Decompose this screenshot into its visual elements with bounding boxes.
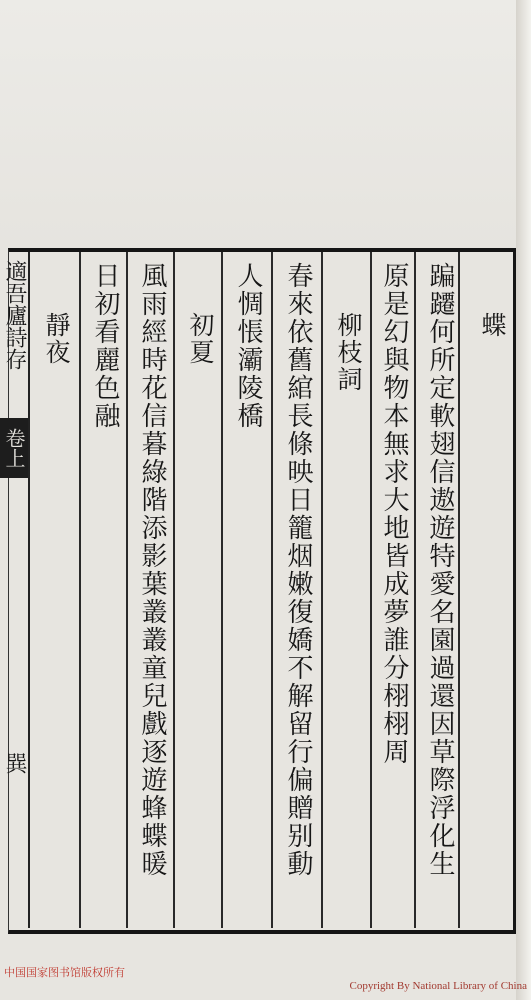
spine-divider xyxy=(28,252,30,928)
poem-line: 蹁躚何所定軟翅信遨遊特愛名園過還因草際浮化生 xyxy=(425,262,455,878)
poem-line: 風雨經時花信暮綠階添影葉叢叢童兒戲逐遊蜂蝶暖 xyxy=(137,262,167,878)
volume-label: 卷上 xyxy=(0,418,28,478)
poem-line: 原是幻與物本無求大地皆成夢誰分栩栩周 xyxy=(379,262,409,766)
copyright-chinese: 中国国家图书馆版权所有 xyxy=(4,966,125,979)
poem-title-early-summer: 初夏 xyxy=(186,312,215,366)
column-divider xyxy=(321,252,323,928)
page-mark: 巽 xyxy=(2,752,27,774)
book-title: 適吾廬詩存 xyxy=(2,260,27,370)
poem-title-willow: 柳枝詞 xyxy=(334,312,363,393)
poem-line: 春來依舊綰長條映日籠烟嫩復嬌不解留行偏贈别動 xyxy=(283,262,313,878)
page-edge xyxy=(516,0,531,1000)
book-spine xyxy=(0,252,32,928)
poem-line: 人惆悵灞陵橋 xyxy=(233,262,263,430)
poem-title-quiet-night: 靜夜 xyxy=(42,312,71,366)
column-divider xyxy=(79,252,81,928)
copyright-english: Copyright By National Library of China xyxy=(349,980,527,992)
poem-title-butterfly: 蝶 xyxy=(478,312,507,339)
poem-line: 日初看麗色融 xyxy=(90,262,120,430)
page-top-margin xyxy=(0,0,531,250)
column-divider xyxy=(271,252,273,928)
